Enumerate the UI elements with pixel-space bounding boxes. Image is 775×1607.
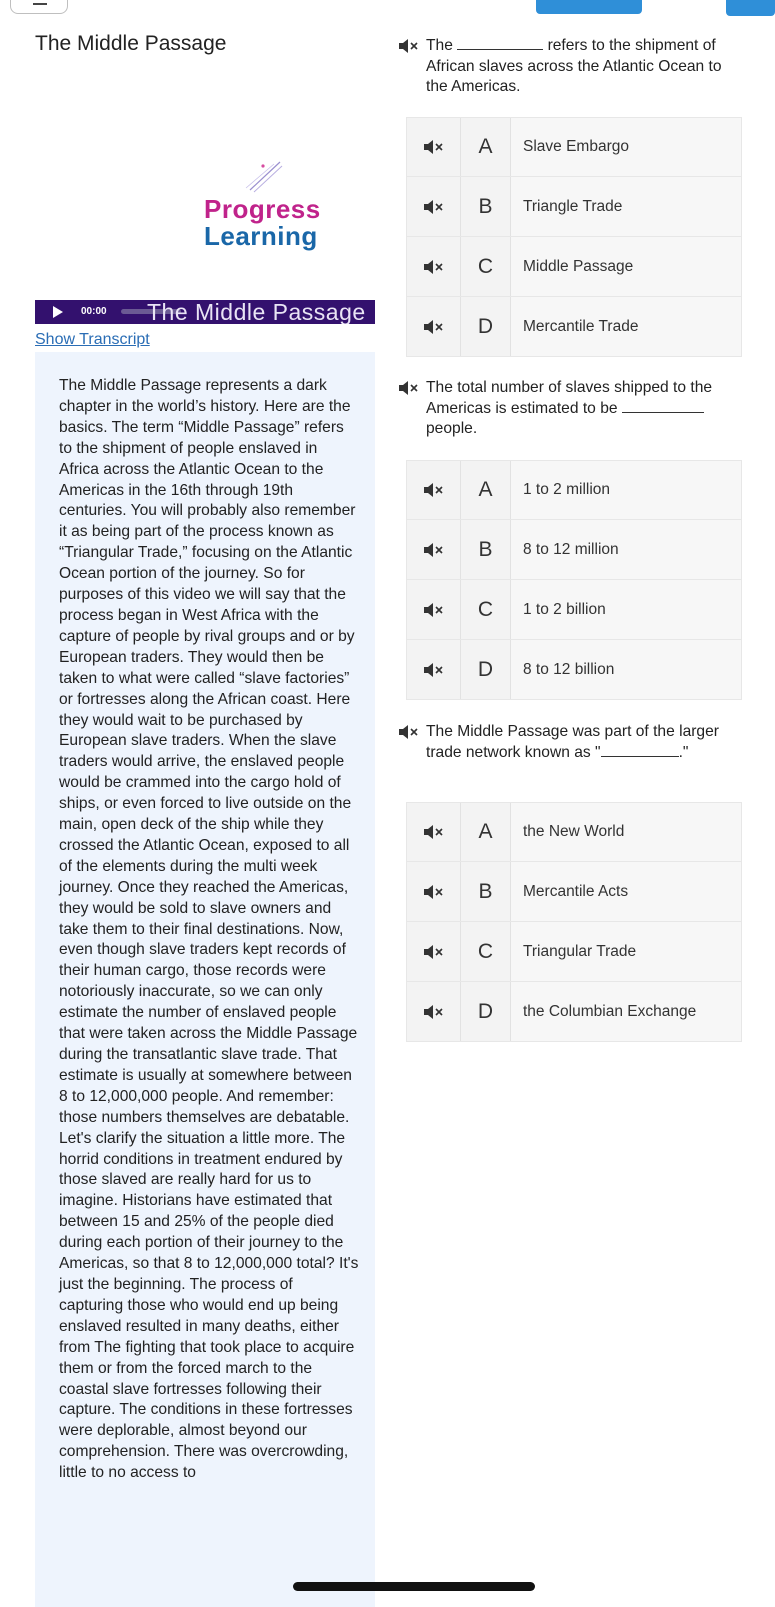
option-letter: C [461,580,511,639]
speaker-muted-icon[interactable] [423,944,445,960]
option-label: Triangle Trade [511,177,741,236]
progress-learning-logo [190,160,350,260]
speaker-muted-icon[interactable] [423,482,445,498]
play-icon[interactable] [53,306,63,318]
question-2-post: people. [426,420,478,437]
question-1-text [402,36,742,98]
option-letter: D [461,982,511,1041]
option-letter: B [461,177,511,236]
option-label: 8 to 12 billion [511,640,741,699]
option-c[interactable] [406,580,742,640]
speaker-muted-icon[interactable] [423,602,445,618]
option-label: Mercantile Trade [511,297,741,356]
option-d[interactable] [406,982,742,1042]
menu-icon [33,3,47,5]
option-label: the New World [511,803,741,861]
option-letter: B [461,862,511,921]
speaker-muted-icon[interactable] [423,824,445,840]
question-2-pre: The total number of slaves shipped to the Americas is estimated to be [426,379,713,417]
option-label: 8 to 12 million [511,520,741,579]
speaker-muted-icon[interactable] [423,662,445,678]
option-b[interactable] [406,862,742,922]
option-label: the Columbian Exchange [511,982,741,1041]
option-letter: B [461,520,511,579]
option-label: Slave Embargo [511,118,741,176]
option-label: Mercantile Acts [511,862,741,921]
submit-button[interactable] [536,0,642,14]
question-2-blank [622,399,704,413]
option-letter: A [461,461,511,519]
question-3-options [406,802,742,1042]
option-a[interactable] [406,117,742,177]
question-1-options [406,117,742,357]
speaker-muted-icon[interactable] [423,199,445,215]
question-2 [402,378,742,440]
option-label: 1 to 2 million [511,461,741,519]
speaker-muted-icon[interactable] [423,139,445,155]
option-label: Triangular Trade [511,922,741,981]
question-1 [402,36,742,98]
speaker-muted-icon[interactable] [398,38,420,54]
question-1-blank [457,36,543,50]
page-title: The Middle Passage [35,32,227,55]
question-2-text [402,378,742,440]
option-d[interactable] [406,640,742,700]
option-d[interactable] [406,297,742,357]
video-time: 00:00 [81,306,107,317]
option-a[interactable] [406,802,742,862]
question-3 [402,722,742,763]
option-letter: C [461,237,511,296]
option-label: Middle Passage [511,237,741,296]
option-letter: C [461,922,511,981]
option-letter: A [461,118,511,176]
video-player[interactable] [35,300,375,324]
show-transcript-link[interactable]: Show Transcript [35,331,150,348]
question-3-text [402,722,742,763]
option-c[interactable] [406,922,742,982]
option-letter: A [461,803,511,861]
option-label: 1 to 2 billion [511,580,741,639]
speaker-muted-icon[interactable] [423,884,445,900]
speaker-muted-icon[interactable] [423,319,445,335]
option-b[interactable] [406,520,742,580]
transcript-text: The Middle Passage represents a dark chapter in the world’s history. Here are the basics. The term “Middle Passage” refers to the shipment of people enslaved in Africa across the Atlantic Ocean to the Americas in the 16th through 19th centuries. You will probably also remember it as being part of the process known as “Triangular Trade,” focusing on the Atlantic Ocean portion of the journey. So for purposes of this video we will say that the process began in West Africa with the capture of people by rival groups and or by European traders. They would then be taken to what were called “slave factories” or fortresses along the African coast. Here they would wait to be purchased by European slave traders. When the slave traders would arrive, the enslaved people would be crammed into the cargo hold of ships, or even forced to live outside on the main, open deck of the ship while they crossed the Atlantic Ocean, exposed to all of the elements during the multi week journey. Once they reached the Americas, they would be sold to slave owners and take them to their final destinations. Now, even though slave traders kept records of their human cargo, those records were notoriously inaccurate, so we can only estimate the number of enslaved people that were taken across the Middle Passage during the transatlantic slave trade. That estimate is usually at somewhere between 8 to 12,000,000 people. And remember: those numbers themselves are debatable. Let's clarify the situation a little more. The horrid conditions in treatment endured by those slaved are really hard for us to imagine. Historians have estimated that between 15 and 25% of the people died during each portion of their journey to the Americas, so that 8 to 12,000,000 total? It's just the beginning. The process of capturing those who would end up being enslaved resulted in many deaths, either from The fighting that took place to acquire them or from the forced march to the coastal slave fortresses following their capture. The conditions in these fortresses were deplorable, almost beyond our comprehension. There was overcrowding, little to no access to [59,377,359,1482]
question-1-post: refers to the shipment of African slaves across the Atlantic Ocean to the Americas. [426,37,722,95]
option-a[interactable] [406,460,742,520]
speaker-muted-icon[interactable] [423,542,445,558]
next-button[interactable] [726,0,775,16]
option-c[interactable] [406,237,742,297]
speaker-muted-icon[interactable] [398,380,420,396]
option-letter: D [461,297,511,356]
speaker-muted-icon[interactable] [423,1004,445,1020]
logo-text-bottom: Learning [204,221,318,251]
video-title: The Middle Passage [147,300,366,324]
question-1-pre: The [426,37,453,54]
logo-text-top: Progress [204,194,321,224]
question-3-blank [601,743,679,757]
question-2-options [406,460,742,700]
option-letter: D [461,640,511,699]
option-b[interactable] [406,177,742,237]
scroll-handle[interactable] [293,1582,535,1591]
speaker-muted-icon[interactable] [423,259,445,275]
speaker-muted-icon[interactable] [398,724,420,740]
menu-button[interactable] [10,0,68,14]
question-3-post: ." [678,743,689,761]
question-3-pre: The Middle Passage was part of the larger trade network known as " [426,723,719,761]
transcript-panel [35,352,375,1607]
top-toolbar [0,0,775,16]
